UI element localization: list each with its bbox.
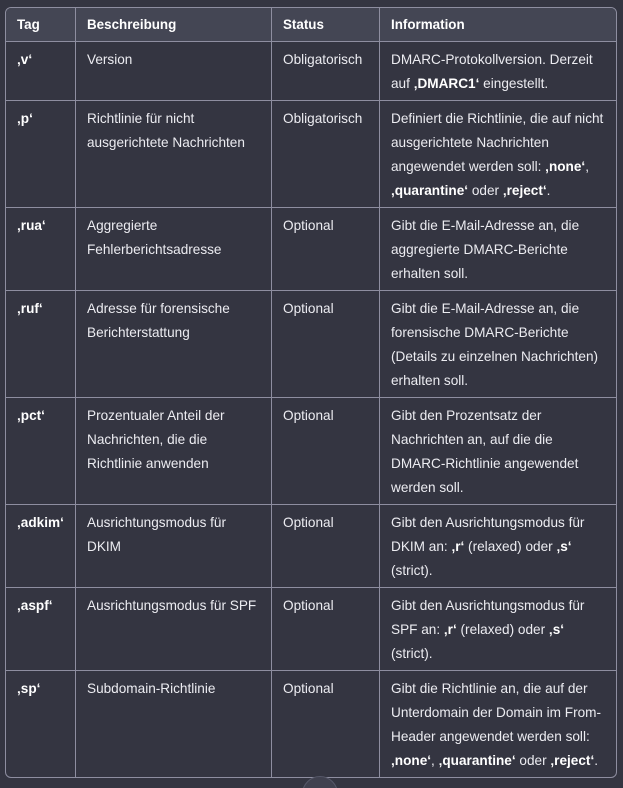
info-text: Gibt den Ausrichtungsmodus für SPF an:	[391, 598, 585, 637]
info-text: Gibt den Prozentsatz der Nachrichten an, auf die die DMARC-Richtlinie angewendet werden soll.	[391, 408, 579, 495]
cell-tag: ‚sp‘	[6, 671, 76, 777]
cell-tag: ‚p‘	[6, 101, 76, 208]
cell-tag: ‚ruf‘	[6, 291, 76, 398]
cell-tag: ‚rua‘	[6, 208, 76, 291]
info-code-value: ‚none‘	[391, 753, 432, 768]
table-row	[6, 398, 616, 505]
cell-description: Aggregierte Fehlerberichtsadresse	[76, 208, 272, 291]
cell-information	[380, 101, 616, 208]
info-code-value: ‚s‘	[548, 622, 565, 637]
cell-description: Version	[76, 42, 272, 101]
cell-description: Subdomain-Richtlinie	[76, 671, 272, 777]
info-text: (relaxed) oder	[456, 622, 549, 637]
table-row	[6, 42, 616, 101]
info-text: oder	[515, 753, 551, 768]
cell-information	[380, 398, 616, 505]
cell-information	[380, 671, 616, 777]
info-text: Definiert die Richtlinie, die auf nicht ausgerichtete Nachrichten angewendet werden soll:	[391, 111, 604, 174]
info-text: ,	[431, 753, 439, 768]
info-code-value: ‚quarantine‘	[438, 753, 516, 768]
cell-information	[380, 588, 616, 671]
cell-description: Richtlinie für nicht ausgerichtete Nachrichten	[76, 101, 272, 208]
cell-status: Obligatorisch	[272, 42, 380, 101]
table-row	[6, 588, 616, 671]
cell-tag: ‚adkim‘	[6, 505, 76, 588]
table-row	[6, 505, 616, 588]
table-header-row	[6, 8, 616, 42]
header-information: Information	[380, 8, 616, 42]
info-code-value: ‚s‘	[556, 539, 572, 554]
info-text: (relaxed) oder	[464, 539, 557, 554]
table-row	[6, 208, 616, 291]
info-text: eingestellt.	[479, 76, 549, 91]
info-text: .	[594, 753, 599, 768]
info-code-value: ‚r‘	[443, 622, 457, 637]
info-code-value: ‚r‘	[451, 539, 465, 554]
cell-tag: ‚pct‘	[6, 398, 76, 505]
info-code-value: ‚none‘	[545, 159, 586, 174]
info-code-value: ‚quarantine‘	[391, 183, 469, 198]
info-text: .	[546, 183, 551, 198]
info-text: DMARC-Protokollversion. Derzeit auf	[391, 52, 593, 91]
cell-tag: ‚v‘	[6, 42, 76, 101]
cell-information	[380, 291, 616, 398]
cell-status: Optional	[272, 291, 380, 398]
cell-status: Optional	[272, 505, 380, 588]
info-text: Gibt die E-Mail-Adresse an, die aggregierte DMARC-Berichte erhalten soll.	[391, 218, 580, 281]
cell-status: Optional	[272, 588, 380, 671]
info-text: oder	[468, 183, 503, 198]
cell-description: Prozentualer Anteil der Nachrichten, die die Richtlinie anwenden	[76, 398, 272, 505]
table-row	[6, 101, 616, 208]
cell-information	[380, 505, 616, 588]
info-text: Gibt die E-Mail-Adresse an, die forensische DMARC-Berichte (Details zu einzelnen Nachrichten) erhalten soll.	[391, 301, 599, 388]
cell-status: Optional	[272, 208, 380, 291]
cell-status: Optional	[272, 671, 380, 777]
info-text: (strict).	[391, 646, 433, 661]
info-code-value: ‚DMARC1‘	[413, 76, 480, 91]
cell-status: Optional	[272, 398, 380, 505]
header-status: Status	[272, 8, 380, 42]
table-row	[6, 671, 616, 777]
cell-information	[380, 208, 616, 291]
table-body	[6, 42, 616, 777]
table-row	[6, 291, 616, 398]
cell-status: Obligatorisch	[272, 101, 380, 208]
info-text: ,	[585, 159, 589, 174]
dmarc-tags-table	[5, 7, 617, 778]
info-text: Gibt den Ausrichtungsmodus für DKIM an:	[391, 515, 585, 554]
info-code-value: ‚reject‘	[550, 753, 595, 768]
cell-description: Adresse für forensische Berichterstattung	[76, 291, 272, 398]
cell-description: Ausrichtungsmodus für SPF	[76, 588, 272, 671]
info-text: Gibt die Richtlinie an, die auf der Unterdomain der Domain im From-Header angewendet werden soll:	[391, 681, 602, 744]
header-tag: Tag	[6, 8, 76, 42]
cell-tag: ‚aspf‘	[6, 588, 76, 671]
info-code-value: ‚reject‘	[502, 183, 547, 198]
info-text: (strict).	[391, 563, 433, 578]
header-description: Beschreibung	[76, 8, 272, 42]
cell-information	[380, 42, 616, 101]
cell-description: Ausrichtungsmodus für DKIM	[76, 505, 272, 588]
